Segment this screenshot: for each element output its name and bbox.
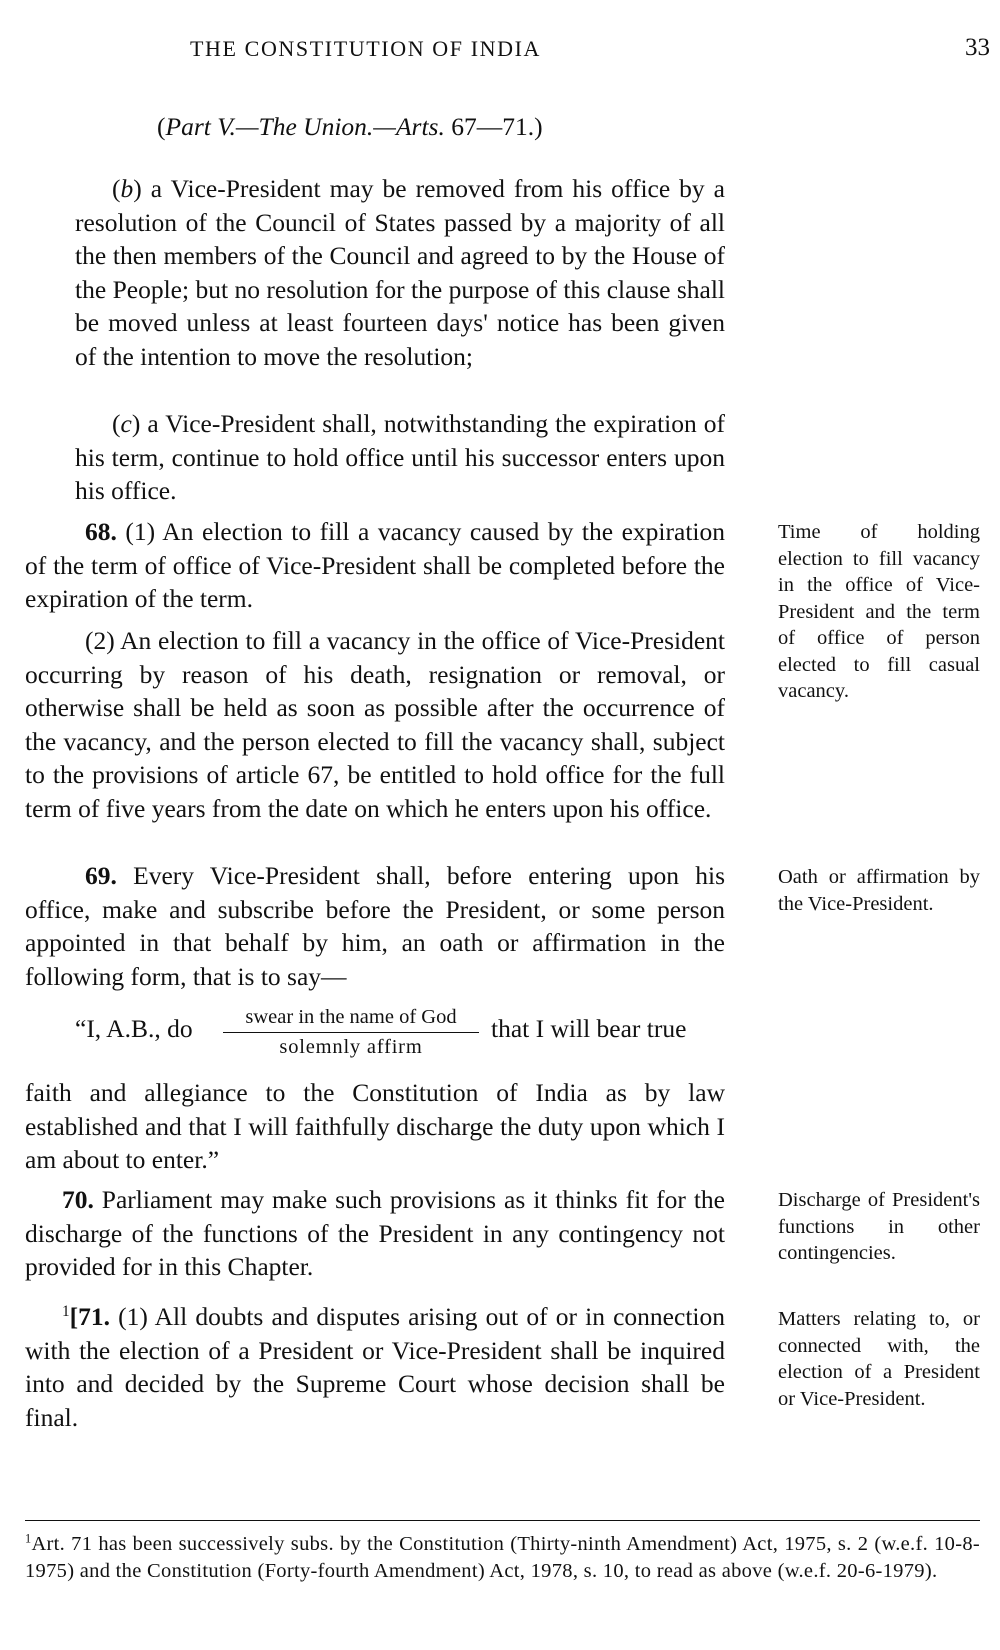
margin-note-article-70: Discharge of President's functions in other contingencies. (778, 1189, 980, 1264)
clause-b-paragraph: (b) a Vice-President may be removed from his office by a resolution of the Council of States passed by a majority of all the then members of the Council and agreed to by the House of the People; but no resolution for the purpose of this clause shall be moved unless at least fourteen days' notice has been given of the intention to move the resolution; (75, 174, 725, 371)
article-71-number: [71. (69, 1302, 111, 1331)
clause-c-paragraph: (c) a Vice-President shall, notwithstanding the expiration of his term, continue to hold office until his successor enters upon his office. (75, 409, 725, 505)
part-subheading (157, 112, 543, 142)
part-open-paren: ( (157, 112, 166, 141)
clause-b-text: a Vice-President may be removed from his office by a resolution of the Council of States passed by a majority of all the then members of the Council and agreed to by the House of the People; but no resolution for the purpose of this clause shall be moved unless at least fourteen days' notice has been given of the intention to move the resolution; (75, 174, 725, 371)
clause-b-label: b (120, 174, 134, 203)
page-number: 33 (965, 34, 990, 61)
article-68-clause-1 (25, 515, 725, 616)
article-68-clause-1-text: (1) An election to fill a vacancy caused by the expiration of the term of office of Vice-President shall be completed before the expiration of the term. (25, 517, 725, 613)
footnote (25, 1531, 980, 1585)
margin-note-article-71: Matters relating to, or connected with, the election of a President or Vice-President. (778, 1308, 980, 1410)
article-70-paragraph (25, 1183, 725, 1284)
oath-form-line (75, 1004, 725, 1074)
article-69-text: Every Vice-President shall, before entering upon his office, make and subscribe before the President, or some person appointed in that behalf by him, an oath or affirmation in the following form, that is to say— (25, 861, 725, 991)
article-68-number: 68. (85, 517, 117, 546)
clause-c-text: a Vice-President shall, notwithstanding the expiration of his term, continue to hold office until his successor enters upon his office. (75, 409, 725, 505)
oath-start: “I, A.B., do (75, 1014, 193, 1043)
article-71-paragraph (25, 1300, 725, 1434)
oath-after-options: that I will bear true (491, 1014, 687, 1043)
clause-c-label: c (120, 409, 132, 438)
article-70-text: Parliament may make such provisions as it thinks fit for the discharge of the functions of the President in any contingency not provided for in this Chapter. (25, 1185, 725, 1281)
footnote-mark: 1 (25, 1531, 32, 1546)
footnote-text: Art. 71 has been successively subs. by the Constitution (Thirty-ninth Amendment) Act, 1975, s. 2 (w.e.f. 10-8-1975) and the Constitution (Forty-fourth Amendment) Act, 1978, s. 10, to read as above (w.e.f. 20-6-1979). (25, 1533, 980, 1582)
article-70-number: 70. (62, 1185, 94, 1214)
article-69-number: 69. (85, 861, 117, 890)
oath-option-affirm: solemnly affirm (279, 1036, 423, 1058)
article-68-clause-2: (2) An election to fill a vacancy in the office of Vice-President occurring by reason of his death, resignation or removal, or otherwise shall be held as soon as possible after the occurrence of the vacancy, and the person elected to fill the vacancy shall, subject to the provisions of article 67, be entitled to hold office for the full term of five years from the date on which he enters upon his office. (25, 626, 725, 823)
oath-options-fraction (223, 1004, 479, 1061)
part-article-range: 67—71.) (444, 112, 543, 141)
oath-option-swear: swear in the name of God (223, 1004, 479, 1033)
margin-note-article-68: Time of holding election to fill vacancy in the office of Vice-President and the term of office of person elected to fill casual vacancy. (778, 521, 980, 702)
article-69-paragraph (25, 859, 725, 993)
running-header: THE CONSTITUTION OF INDIA (190, 36, 542, 61)
margin-note-article-69: Oath or affirmation by the Vice-President. (778, 866, 980, 915)
footnote-divider (25, 1520, 980, 1521)
part-italic-text: Part V.—The Union.—Arts. (165, 112, 445, 141)
article-71-text: (1) All doubts and disputes arising out of or in connection with the election of a President or Vice-President shall be inquired into and decided by the Supreme Court whose decision shall be final. (25, 1302, 725, 1432)
article-71-footnote-mark: 1 (62, 1302, 70, 1320)
oath-continuation: faith and allegiance to the Constitution of India as by law established and that I will faithfully discharge the duty upon which I am about to enter.” (25, 1078, 725, 1174)
